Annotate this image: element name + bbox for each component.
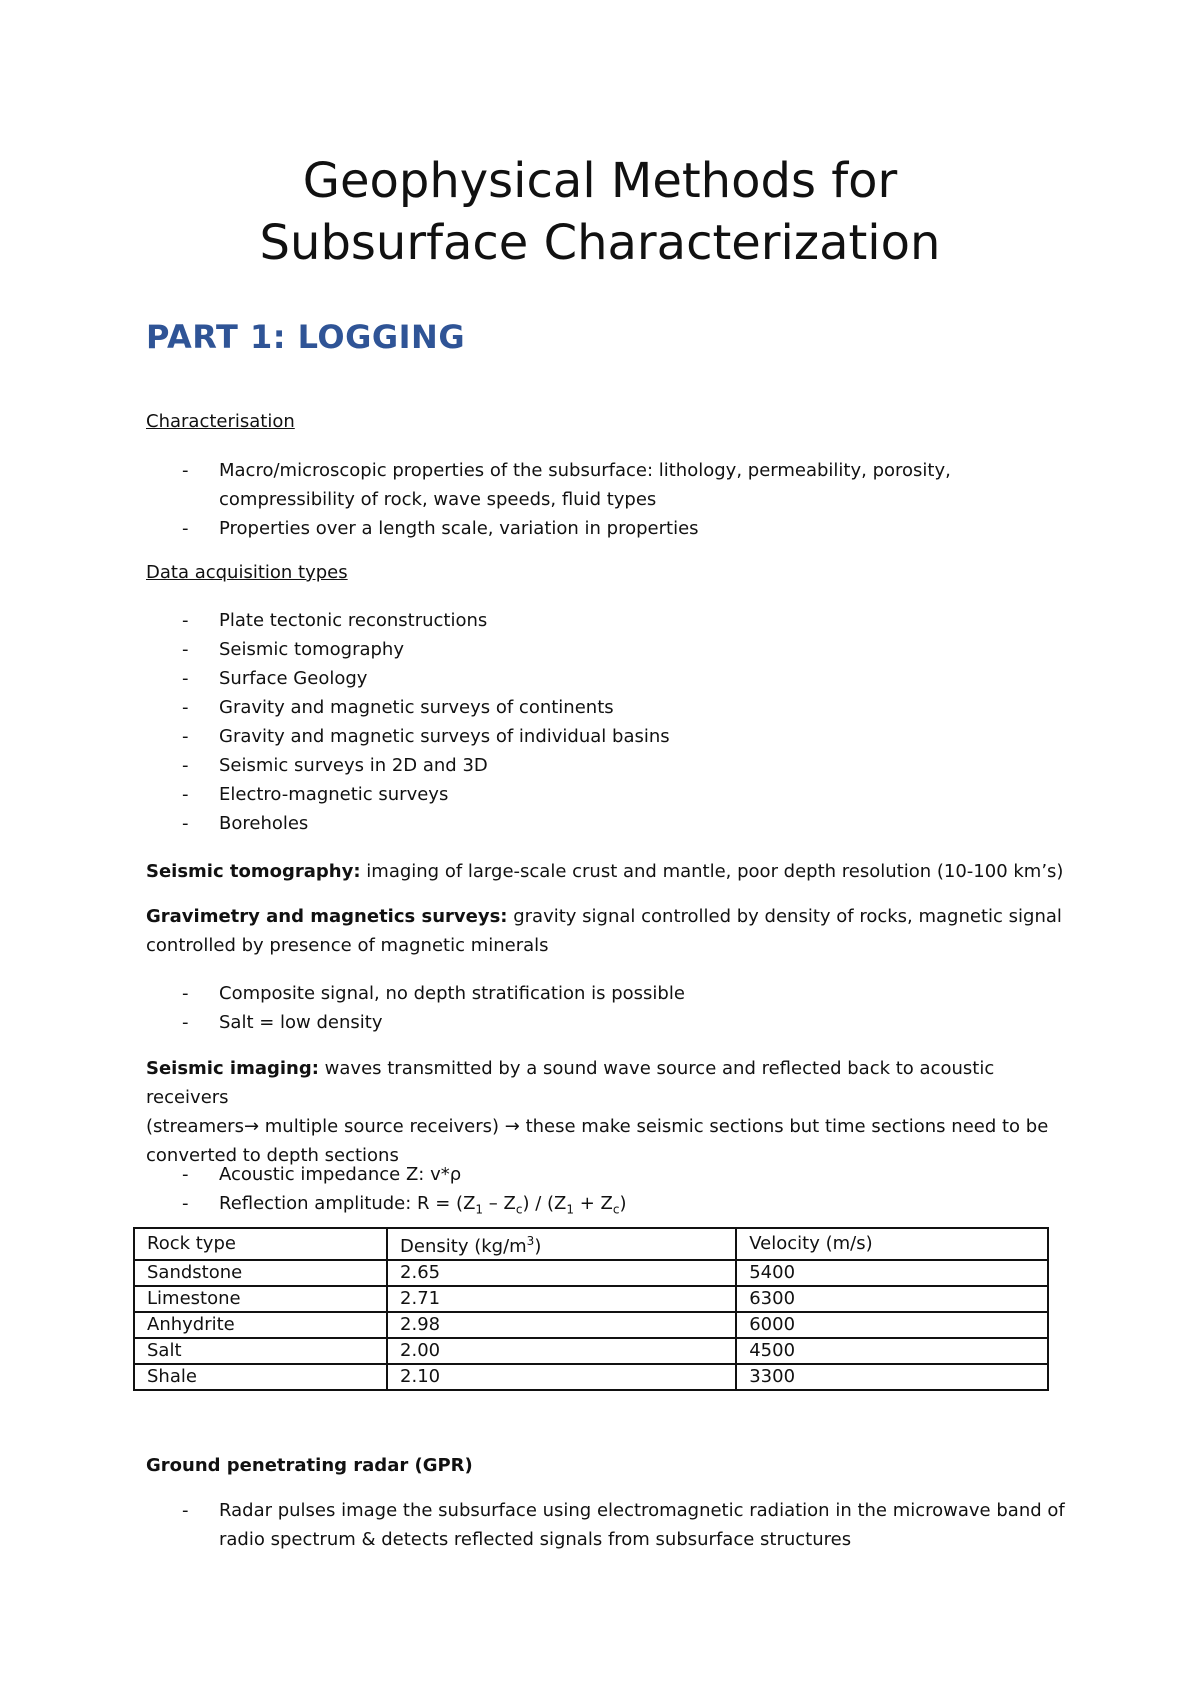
- list-item: [146, 780, 1066, 809]
- header-superscript: 3: [526, 1234, 535, 1248]
- formula-part: Reflection amplitude: R = (Z: [219, 1193, 476, 1214]
- table-row: [134, 1312, 1048, 1338]
- paragraph-text: gravity signal controlled by density of rocks, magnetic signal: [507, 906, 1062, 927]
- document-title: [0, 150, 1200, 274]
- gravimetry-list: [146, 979, 1066, 1037]
- dash-bullet: -: [182, 755, 189, 776]
- seismic-tomography-paragraph: [146, 857, 1071, 886]
- list-item: [146, 722, 1066, 751]
- column-header: [387, 1228, 736, 1260]
- part-1-heading: PART 1: LOGGING: [146, 318, 466, 356]
- title-line-2: Subsurface Characterization: [259, 215, 941, 271]
- table-cell: Salt: [134, 1338, 387, 1364]
- rock-properties-table: [133, 1227, 1049, 1391]
- list-item: [146, 1496, 1066, 1554]
- list-item: [146, 751, 1066, 780]
- dash-bullet: -: [182, 1193, 189, 1214]
- reflection-formula: [219, 1193, 627, 1217]
- table-cell: 2.00: [387, 1338, 736, 1364]
- paragraph-label: Gravimetry and magnetics surveys:: [146, 906, 508, 927]
- list-item-text: Surface Geology: [219, 668, 368, 689]
- header-text: Density (kg/m: [400, 1236, 527, 1257]
- formula-part: + Z: [573, 1193, 613, 1214]
- list-item: [146, 1008, 1066, 1037]
- paragraph-text: controlled by presence of magnetic minerals: [146, 935, 549, 956]
- list-item: [146, 693, 1066, 722]
- list-item-text: Salt = low density: [219, 1012, 383, 1033]
- dash-bullet: -: [182, 460, 189, 481]
- list-item: [146, 456, 1066, 514]
- list-item-text: Boreholes: [219, 813, 309, 834]
- table-cell: 6000: [736, 1312, 1048, 1338]
- paragraph-text: (streamers→ multiple source receivers) → these make seismic sections but time sections need to be: [146, 1116, 1049, 1137]
- paragraph-label: Seismic imaging:: [146, 1058, 319, 1079]
- table-row: [134, 1338, 1048, 1364]
- formula-part: ) / (Z: [522, 1193, 567, 1214]
- dash-bullet: -: [182, 726, 189, 747]
- table-row: [134, 1364, 1048, 1390]
- list-item-text: Electro-magnetic surveys: [219, 784, 449, 805]
- paragraph-text: waves transmitted by a sound wave source and reflected back to acoustic receivers: [146, 1058, 995, 1108]
- list-item: [146, 809, 1066, 838]
- gpr-heading: [146, 1451, 1071, 1480]
- dash-bullet: -: [182, 1012, 189, 1033]
- table-cell: 2.98: [387, 1312, 736, 1338]
- paragraph-text: converted to depth sections: [146, 1145, 399, 1166]
- data-acquisition-heading: Data acquisition types: [146, 562, 348, 583]
- list-item-text: Plate tectonic reconstructions: [219, 610, 488, 631]
- list-item-text: Gravity and magnetic surveys of continents: [219, 697, 614, 718]
- list-item-text: compressibility of rock, wave speeds, fluid types: [219, 489, 657, 510]
- table-cell: 5400: [736, 1260, 1048, 1286]
- table-cell: Limestone: [134, 1286, 387, 1312]
- list-item-text: Composite signal, no depth stratification is possible: [219, 983, 685, 1004]
- list-item-text: Seismic surveys in 2D and 3D: [219, 755, 488, 776]
- formula-subscript: 1: [475, 1202, 484, 1217]
- list-item: [146, 635, 1066, 664]
- title-line-1: Geophysical Methods for: [302, 153, 898, 209]
- paragraph-label: Seismic tomography:: [146, 861, 361, 882]
- header-text: ): [534, 1236, 542, 1257]
- dash-bullet: -: [182, 610, 189, 631]
- list-item-text: Seismic tomography: [219, 639, 404, 660]
- dash-bullet: -: [182, 668, 189, 689]
- column-header: Rock type: [134, 1228, 387, 1260]
- column-header: Velocity (m/s): [736, 1228, 1048, 1260]
- characterisation-list: [146, 456, 1066, 543]
- dash-bullet: -: [182, 1164, 189, 1185]
- table-cell: 2.10: [387, 1364, 736, 1390]
- dash-bullet: -: [182, 697, 189, 718]
- list-item: [146, 514, 1066, 543]
- table-row: [134, 1260, 1048, 1286]
- table-cell: 6300: [736, 1286, 1048, 1312]
- gravimetry-paragraph: [146, 902, 1071, 960]
- table-cell: Sandstone: [134, 1260, 387, 1286]
- gpr-heading-text: Ground penetrating radar (GPR): [146, 1455, 473, 1476]
- formula-subscript: c: [612, 1202, 620, 1217]
- formula-part: ): [619, 1193, 627, 1214]
- formula-subscript: 1: [566, 1202, 574, 1217]
- dash-bullet: -: [182, 813, 189, 834]
- paragraph-text: imaging of large-scale crust and mantle, poor depth resolution (10-100 km’s): [360, 861, 1064, 882]
- table-cell: 4500: [736, 1338, 1048, 1364]
- list-item: [146, 606, 1066, 635]
- list-item: [146, 664, 1066, 693]
- seismic-imaging-paragraph: [146, 1054, 1071, 1170]
- list-item: [146, 979, 1066, 1008]
- dash-bullet: -: [182, 1500, 189, 1521]
- list-item-text: Properties over a length scale, variation in properties: [219, 518, 699, 539]
- seismic-imaging-list: [146, 1160, 1066, 1225]
- formula-part: – Z: [483, 1193, 516, 1214]
- list-item: [146, 1160, 1066, 1189]
- table-cell: Anhydrite: [134, 1312, 387, 1338]
- table-cell: Shale: [134, 1364, 387, 1390]
- list-item-text: Acoustic impedance Z: v*ρ: [219, 1164, 462, 1185]
- table-row: [134, 1286, 1048, 1312]
- formula-subscript: c: [515, 1202, 523, 1217]
- gpr-list: [146, 1496, 1066, 1554]
- list-item-text: Gravity and magnetic surveys of individual basins: [219, 726, 670, 747]
- list-item-text: Radar pulses image the subsurface using electromagnetic radiation in the microwave band of: [219, 1500, 1065, 1521]
- table-cell: 3300: [736, 1364, 1048, 1390]
- table-cell: 2.71: [387, 1286, 736, 1312]
- list-item-text: radio spectrum & detects reflected signals from subsurface structures: [219, 1529, 852, 1550]
- dash-bullet: -: [182, 784, 189, 805]
- dash-bullet: -: [182, 639, 189, 660]
- table-cell: 2.65: [387, 1260, 736, 1286]
- table-header-row: [134, 1228, 1048, 1260]
- dash-bullet: -: [182, 518, 189, 539]
- characterisation-heading: Characterisation: [146, 411, 295, 432]
- data-acquisition-list: [146, 606, 1066, 838]
- list-item-text: Macro/microscopic properties of the subsurface: lithology, permeability, porosity,: [219, 460, 951, 481]
- dash-bullet: -: [182, 983, 189, 1004]
- list-item: [146, 1189, 1066, 1225]
